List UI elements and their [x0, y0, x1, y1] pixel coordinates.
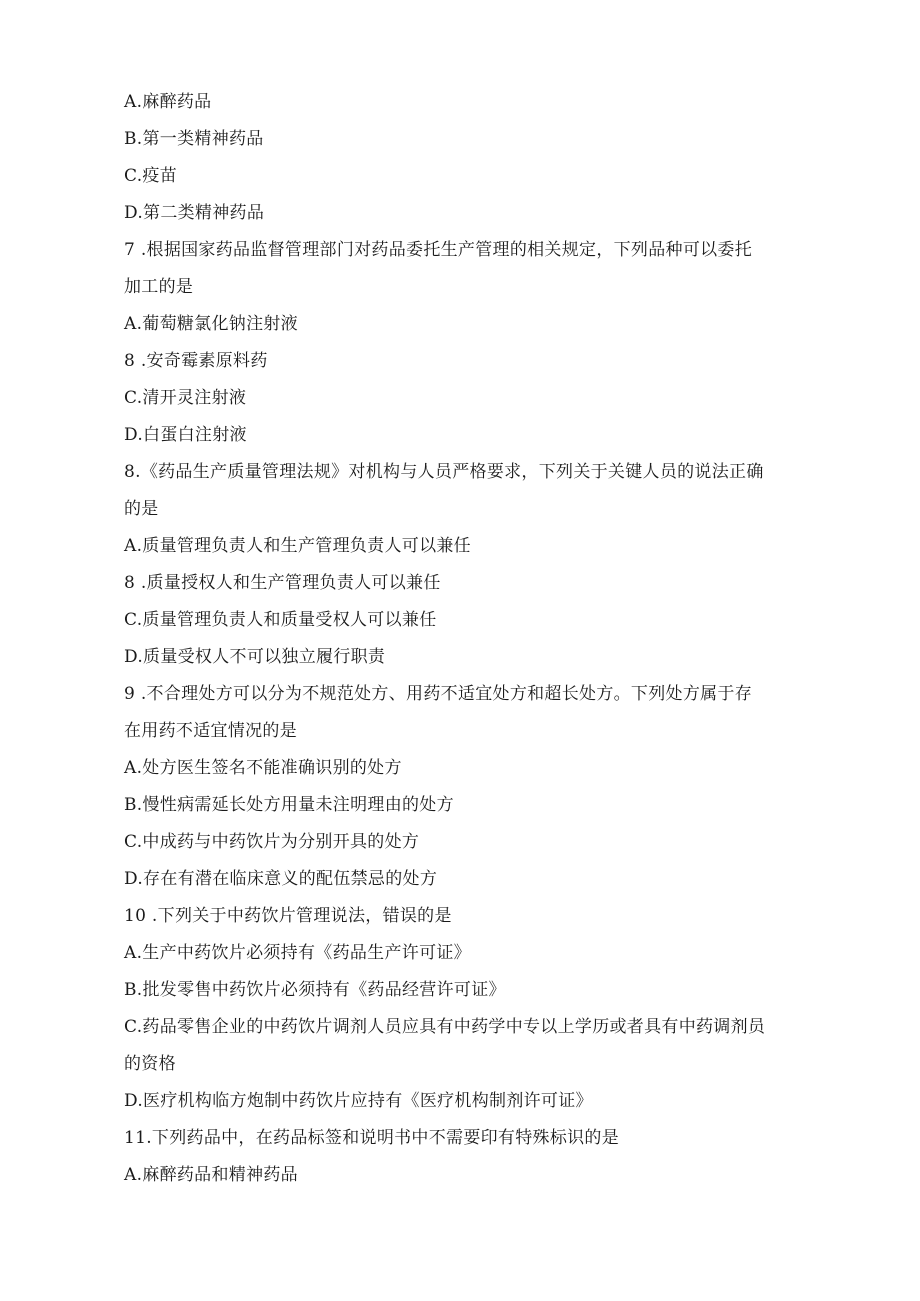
question-line: 8.《药品生产质量管理法规》对机构与人员严格要求，下列关于关键人员的说法正确	[124, 462, 764, 482]
option-line: 的资格	[124, 1054, 176, 1074]
question-line: 7 .根据国家药品监督管理部门对药品委托生产管理的相关规定，下列品种可以委托	[124, 240, 753, 260]
question-line: 加工的是	[124, 277, 194, 297]
option-line: A.处方医生签名不能准确识别的处方	[124, 758, 402, 778]
option-line: A.麻醉药品和精神药品	[124, 1165, 298, 1185]
document-page	[124, 84, 824, 1194]
option-line: 8 .安奇霉素原料药	[124, 351, 268, 371]
option-line: D.白蛋白注射液	[124, 425, 247, 445]
option-line: C.药品零售企业的中药饮片调剂人员应具有中药学中专以上学历或者具有中药调剂员	[124, 1017, 766, 1037]
option-line: C.清开灵注射液	[124, 388, 247, 408]
option-line: C.质量管理负责人和质量受权人可以兼任	[124, 610, 437, 630]
option-line: D.存在有潜在临床意义的配伍禁忌的处方	[124, 869, 438, 889]
option-line: A.葡萄糖氯化钠注射液	[124, 314, 298, 334]
option-line: A.麻醉药品	[124, 92, 212, 112]
option-line: C.疫苗	[124, 166, 178, 186]
option-line: A.生产中药饮片必须持有《药品生产许可证》	[124, 943, 471, 963]
question-line: 10 .下列关于中药饮片管理说法，错误的是	[124, 906, 452, 926]
option-line: B.批发零售中药饮片必须持有《药品经营许可证》	[124, 980, 506, 1000]
option-line: D.医疗机构临方炮制中药饮片应持有《医疗机构制剂许可证》	[124, 1091, 593, 1111]
option-line: C.中成药与中药饮片为分别开具的处方	[124, 832, 420, 852]
option-line: B.慢性病需延长处方用量未注明理由的处方	[124, 795, 454, 815]
option-line: B.第一类精神药品	[124, 129, 264, 149]
option-line: D.第二类精神药品	[124, 203, 265, 223]
question-line: 的是	[124, 499, 159, 519]
option-line: 8 .质量授权人和生产管理负责人可以兼任	[124, 573, 441, 593]
option-line: A.质量管理负责人和生产管理负责人可以兼任	[124, 536, 471, 556]
question-line: 在用药不适宜情况的是	[124, 721, 297, 741]
option-line: D.质量受权人不可以独立履行职责	[124, 647, 386, 667]
question-line: 9 .不合理处方可以分为不规范处方、用药不适宜处方和超长处方。下列处方属于存	[124, 684, 753, 704]
question-line: 11.下列药品中，在药品标签和说明书中不需要印有特殊标识的是	[124, 1128, 620, 1148]
